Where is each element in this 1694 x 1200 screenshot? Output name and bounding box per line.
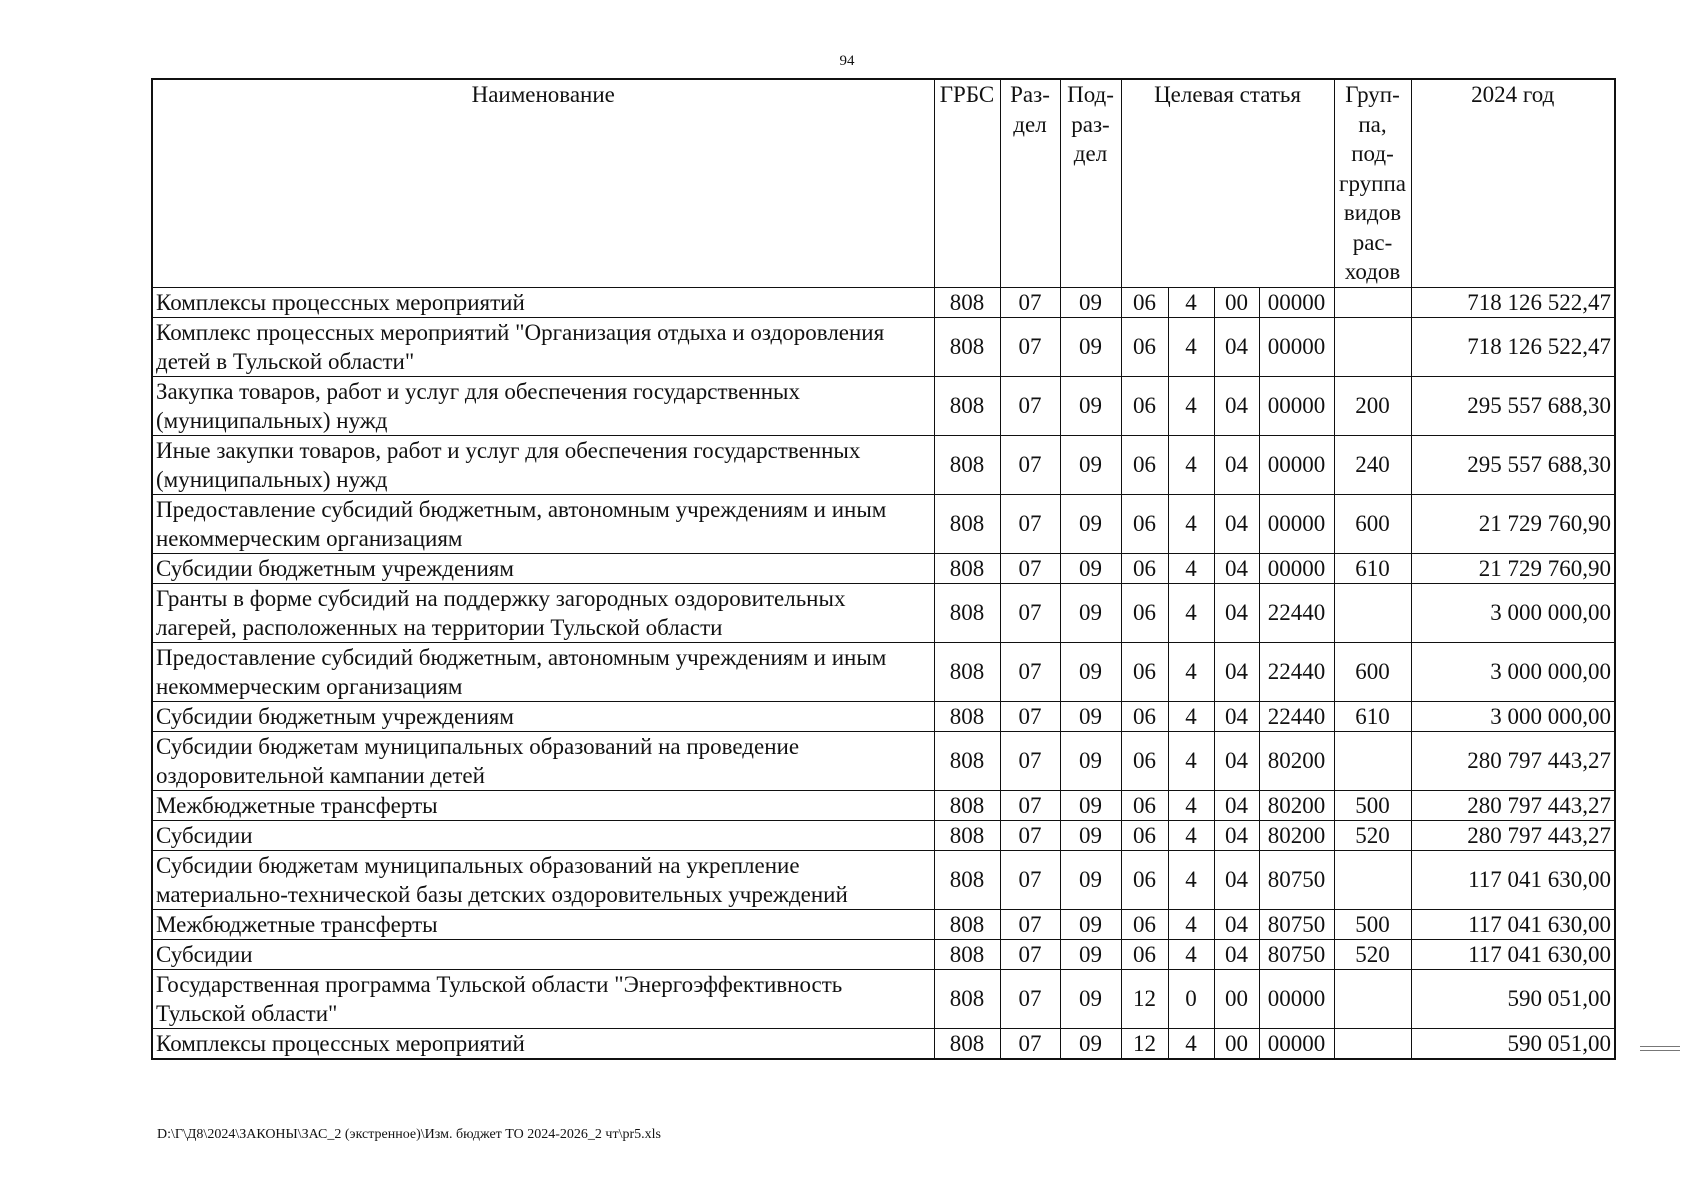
row-target-program-cell: 06 xyxy=(1121,909,1168,939)
header-target-article: Целевая статья xyxy=(1121,79,1334,287)
row-target-type-cell: 4 xyxy=(1168,642,1214,701)
row-name-cell: Межбюджетные трансферты xyxy=(152,790,934,820)
row-amount-cell: 3 000 000,00 xyxy=(1411,642,1615,701)
table-row xyxy=(152,790,1615,820)
row-amount-cell: 590 051,00 xyxy=(1411,969,1615,1028)
row-expense-group-cell xyxy=(1334,969,1411,1028)
row-podrazdel-cell: 09 xyxy=(1060,1028,1121,1059)
row-razdel-cell: 07 xyxy=(1000,287,1060,317)
row-target-subprogram-cell: 04 xyxy=(1214,701,1259,731)
table-row xyxy=(152,435,1615,494)
row-name-cell: Комплекс процессных мероприятий "Организация отдыха и оздоровления детей в Тульской области" xyxy=(152,317,934,376)
row-target-program-cell: 06 xyxy=(1121,701,1168,731)
row-razdel-cell: 07 xyxy=(1000,909,1060,939)
row-razdel-cell: 07 xyxy=(1000,969,1060,1028)
table-row xyxy=(152,494,1615,553)
page-number: 94 xyxy=(839,53,855,69)
row-target-subprogram-cell: 04 xyxy=(1214,642,1259,701)
row-name-cell: Предоставление субсидий бюджетным, автономным учреждениям и иным некоммерческим организациям xyxy=(152,494,934,553)
table-row xyxy=(152,909,1615,939)
header-grbs: ГРБС xyxy=(934,79,1000,287)
row-podrazdel-cell: 09 xyxy=(1060,939,1121,969)
row-expense-group-cell xyxy=(1334,731,1411,790)
row-target-subprogram-cell: 04 xyxy=(1214,553,1259,583)
row-grbs-cell: 808 xyxy=(934,790,1000,820)
row-target-type-cell: 4 xyxy=(1168,494,1214,553)
row-target-direction-cell: 80200 xyxy=(1259,731,1334,790)
row-grbs-cell: 808 xyxy=(934,969,1000,1028)
row-grbs-cell: 808 xyxy=(934,553,1000,583)
row-podrazdel-cell: 09 xyxy=(1060,969,1121,1028)
row-razdel-cell: 07 xyxy=(1000,790,1060,820)
row-target-direction-cell: 00000 xyxy=(1259,1028,1334,1059)
table-row xyxy=(152,969,1615,1028)
row-target-subprogram-cell: 04 xyxy=(1214,376,1259,435)
row-grbs-cell: 808 xyxy=(934,583,1000,642)
row-name-cell: Субсидии xyxy=(152,939,934,969)
row-grbs-cell: 808 xyxy=(934,376,1000,435)
row-razdel-cell: 07 xyxy=(1000,376,1060,435)
row-amount-cell: 280 797 443,27 xyxy=(1411,820,1615,850)
row-amount-cell: 21 729 760,90 xyxy=(1411,494,1615,553)
row-target-direction-cell: 80750 xyxy=(1259,909,1334,939)
row-podrazdel-cell: 09 xyxy=(1060,701,1121,731)
row-expense-group-cell: 500 xyxy=(1334,909,1411,939)
table-row xyxy=(152,376,1615,435)
row-name-cell: Субсидии xyxy=(152,820,934,850)
row-target-subprogram-cell: 04 xyxy=(1214,435,1259,494)
row-expense-group-cell xyxy=(1334,850,1411,909)
row-expense-group-cell xyxy=(1334,287,1411,317)
row-target-subprogram-cell: 00 xyxy=(1214,287,1259,317)
row-razdel-cell: 07 xyxy=(1000,435,1060,494)
row-amount-cell: 718 126 522,47 xyxy=(1411,317,1615,376)
row-name-cell: Гранты в форме субсидий на поддержку загородных оздоровительных лагерей, расположенных на территории Тульской области xyxy=(152,583,934,642)
row-target-subprogram-cell: 00 xyxy=(1214,1028,1259,1059)
header-year: 2024 год xyxy=(1411,79,1615,287)
table-row xyxy=(152,939,1615,969)
row-expense-group-cell: 600 xyxy=(1334,642,1411,701)
row-target-program-cell: 06 xyxy=(1121,494,1168,553)
row-target-direction-cell: 80200 xyxy=(1259,820,1334,850)
table-row xyxy=(152,583,1615,642)
row-target-program-cell: 06 xyxy=(1121,287,1168,317)
row-grbs-cell: 808 xyxy=(934,731,1000,790)
row-target-direction-cell: 80200 xyxy=(1259,790,1334,820)
row-target-program-cell: 06 xyxy=(1121,820,1168,850)
row-amount-cell: 117 041 630,00 xyxy=(1411,939,1615,969)
row-expense-group-cell: 500 xyxy=(1334,790,1411,820)
row-target-subprogram-cell: 04 xyxy=(1214,583,1259,642)
row-target-type-cell: 4 xyxy=(1168,1028,1214,1059)
row-target-subprogram-cell: 04 xyxy=(1214,790,1259,820)
row-grbs-cell: 808 xyxy=(934,701,1000,731)
row-target-program-cell: 12 xyxy=(1121,969,1168,1028)
row-target-direction-cell: 22440 xyxy=(1259,642,1334,701)
row-name-cell: Комплексы процессных мероприятий xyxy=(152,1028,934,1059)
row-target-program-cell: 12 xyxy=(1121,1028,1168,1059)
row-razdel-cell: 07 xyxy=(1000,731,1060,790)
row-target-program-cell: 06 xyxy=(1121,790,1168,820)
row-target-program-cell: 06 xyxy=(1121,435,1168,494)
row-name-cell: Субсидии бюджетам муниципальных образований на укрепление материально-технической базы детских оздоровительных учреждений xyxy=(152,850,934,909)
row-grbs-cell: 808 xyxy=(934,317,1000,376)
table-header-row xyxy=(152,79,1615,287)
row-expense-group-cell: 600 xyxy=(1334,494,1411,553)
row-target-subprogram-cell: 04 xyxy=(1214,909,1259,939)
row-podrazdel-cell: 09 xyxy=(1060,435,1121,494)
row-expense-group-cell: 200 xyxy=(1334,376,1411,435)
row-target-direction-cell: 80750 xyxy=(1259,850,1334,909)
table-row xyxy=(152,701,1615,731)
row-expense-group-cell xyxy=(1334,583,1411,642)
table-row xyxy=(152,287,1615,317)
row-target-program-cell: 06 xyxy=(1121,553,1168,583)
header-podrazdel: Под- раз- дел xyxy=(1060,79,1121,287)
row-name-cell: Закупка товаров, работ и услуг для обеспечения государственных (муниципальных) нужд xyxy=(152,376,934,435)
row-expense-group-cell: 520 xyxy=(1334,820,1411,850)
row-target-program-cell: 06 xyxy=(1121,376,1168,435)
row-target-direction-cell: 00000 xyxy=(1259,287,1334,317)
row-razdel-cell: 07 xyxy=(1000,494,1060,553)
row-target-program-cell: 06 xyxy=(1121,583,1168,642)
row-grbs-cell: 808 xyxy=(934,939,1000,969)
row-target-type-cell: 4 xyxy=(1168,553,1214,583)
row-target-program-cell: 06 xyxy=(1121,642,1168,701)
row-grbs-cell: 808 xyxy=(934,435,1000,494)
row-target-subprogram-cell: 04 xyxy=(1214,820,1259,850)
row-podrazdel-cell: 09 xyxy=(1060,790,1121,820)
row-grbs-cell: 808 xyxy=(934,494,1000,553)
table-row xyxy=(152,553,1615,583)
row-razdel-cell: 07 xyxy=(1000,642,1060,701)
header-razdel: Раз- дел xyxy=(1000,79,1060,287)
row-name-cell: Предоставление субсидий бюджетным, автономным учреждениям и иным некоммерческим организациям xyxy=(152,642,934,701)
row-podrazdel-cell: 09 xyxy=(1060,850,1121,909)
row-target-program-cell: 06 xyxy=(1121,850,1168,909)
row-target-subprogram-cell: 04 xyxy=(1214,317,1259,376)
row-target-direction-cell: 00000 xyxy=(1259,553,1334,583)
row-target-type-cell: 4 xyxy=(1168,820,1214,850)
row-target-type-cell: 4 xyxy=(1168,435,1214,494)
row-target-subprogram-cell: 04 xyxy=(1214,850,1259,909)
row-target-type-cell: 4 xyxy=(1168,790,1214,820)
row-expense-group-cell: 610 xyxy=(1334,553,1411,583)
row-target-type-cell: 4 xyxy=(1168,317,1214,376)
row-amount-cell: 117 041 630,00 xyxy=(1411,850,1615,909)
row-grbs-cell: 808 xyxy=(934,850,1000,909)
row-target-direction-cell: 22440 xyxy=(1259,583,1334,642)
row-amount-cell: 280 797 443,27 xyxy=(1411,790,1615,820)
row-target-type-cell: 4 xyxy=(1168,287,1214,317)
row-target-direction-cell: 80750 xyxy=(1259,939,1334,969)
row-target-direction-cell: 00000 xyxy=(1259,376,1334,435)
row-amount-cell: 590 051,00 xyxy=(1411,1028,1615,1059)
row-name-cell: Межбюджетные трансферты xyxy=(152,909,934,939)
row-podrazdel-cell: 09 xyxy=(1060,494,1121,553)
row-razdel-cell: 07 xyxy=(1000,850,1060,909)
row-amount-cell: 117 041 630,00 xyxy=(1411,909,1615,939)
row-podrazdel-cell: 09 xyxy=(1060,287,1121,317)
header-name: Наименование xyxy=(152,79,934,287)
table-row xyxy=(152,820,1615,850)
row-expense-group-cell: 520 xyxy=(1334,939,1411,969)
row-grbs-cell: 808 xyxy=(934,909,1000,939)
row-amount-cell: 718 126 522,47 xyxy=(1411,287,1615,317)
row-amount-cell: 21 729 760,90 xyxy=(1411,553,1615,583)
row-amount-cell: 3 000 000,00 xyxy=(1411,583,1615,642)
table-row xyxy=(152,1028,1615,1059)
row-name-cell: Государственная программа Тульской области "Энергоэффективность Тульской области" xyxy=(152,969,934,1028)
row-target-direction-cell: 00000 xyxy=(1259,435,1334,494)
row-podrazdel-cell: 09 xyxy=(1060,376,1121,435)
row-target-type-cell: 4 xyxy=(1168,583,1214,642)
row-target-type-cell: 4 xyxy=(1168,376,1214,435)
row-name-cell: Субсидии бюджетным учреждениям xyxy=(152,553,934,583)
budget-table xyxy=(151,78,1616,1060)
row-razdel-cell: 07 xyxy=(1000,553,1060,583)
row-razdel-cell: 07 xyxy=(1000,1028,1060,1059)
row-target-type-cell: 4 xyxy=(1168,731,1214,790)
row-target-direction-cell: 00000 xyxy=(1259,494,1334,553)
row-expense-group-cell xyxy=(1334,1028,1411,1059)
row-target-direction-cell: 00000 xyxy=(1259,317,1334,376)
row-target-type-cell: 4 xyxy=(1168,939,1214,969)
row-target-direction-cell: 00000 xyxy=(1259,969,1334,1028)
row-podrazdel-cell: 09 xyxy=(1060,731,1121,790)
row-amount-cell: 295 557 688,30 xyxy=(1411,376,1615,435)
row-podrazdel-cell: 09 xyxy=(1060,583,1121,642)
row-amount-cell: 295 557 688,30 xyxy=(1411,435,1615,494)
row-target-direction-cell: 22440 xyxy=(1259,701,1334,731)
row-grbs-cell: 808 xyxy=(934,642,1000,701)
scan-mark xyxy=(1640,1046,1680,1051)
row-target-type-cell: 4 xyxy=(1168,850,1214,909)
row-name-cell: Иные закупки товаров, работ и услуг для обеспечения государственных (муниципальных) нужд xyxy=(152,435,934,494)
table-row xyxy=(152,642,1615,701)
row-target-subprogram-cell: 00 xyxy=(1214,969,1259,1028)
row-target-type-cell: 4 xyxy=(1168,909,1214,939)
row-razdel-cell: 07 xyxy=(1000,701,1060,731)
row-target-type-cell: 4 xyxy=(1168,701,1214,731)
row-name-cell: Комплексы процессных мероприятий xyxy=(152,287,934,317)
row-razdel-cell: 07 xyxy=(1000,820,1060,850)
row-target-subprogram-cell: 04 xyxy=(1214,939,1259,969)
row-name-cell: Субсидии бюджетным учреждениям xyxy=(152,701,934,731)
row-podrazdel-cell: 09 xyxy=(1060,820,1121,850)
row-target-subprogram-cell: 04 xyxy=(1214,494,1259,553)
table-row xyxy=(152,850,1615,909)
row-amount-cell: 280 797 443,27 xyxy=(1411,731,1615,790)
row-target-program-cell: 06 xyxy=(1121,939,1168,969)
row-grbs-cell: 808 xyxy=(934,1028,1000,1059)
row-target-program-cell: 06 xyxy=(1121,731,1168,790)
header-expense-group: Груп- па, под- группа видов рас- ходов xyxy=(1334,79,1411,287)
row-razdel-cell: 07 xyxy=(1000,939,1060,969)
table-row xyxy=(152,731,1615,790)
row-expense-group-cell: 610 xyxy=(1334,701,1411,731)
row-razdel-cell: 07 xyxy=(1000,583,1060,642)
row-podrazdel-cell: 09 xyxy=(1060,642,1121,701)
row-podrazdel-cell: 09 xyxy=(1060,317,1121,376)
row-grbs-cell: 808 xyxy=(934,820,1000,850)
row-target-type-cell: 0 xyxy=(1168,969,1214,1028)
row-amount-cell: 3 000 000,00 xyxy=(1411,701,1615,731)
row-podrazdel-cell: 09 xyxy=(1060,909,1121,939)
row-target-program-cell: 06 xyxy=(1121,317,1168,376)
row-grbs-cell: 808 xyxy=(934,287,1000,317)
row-expense-group-cell xyxy=(1334,317,1411,376)
row-name-cell: Субсидии бюджетам муниципальных образований на проведение оздоровительной кампании детей xyxy=(152,731,934,790)
table-row xyxy=(152,317,1615,376)
row-podrazdel-cell: 09 xyxy=(1060,553,1121,583)
row-expense-group-cell: 240 xyxy=(1334,435,1411,494)
file-path-footer: D:\Г\Д8\2024\ЗАКОНЫ\ЗАС_2 (экстренное)\Изм. бюджет ТО 2024-2026_2 чт\pr5.xls xyxy=(157,1127,661,1142)
row-razdel-cell: 07 xyxy=(1000,317,1060,376)
row-target-subprogram-cell: 04 xyxy=(1214,731,1259,790)
